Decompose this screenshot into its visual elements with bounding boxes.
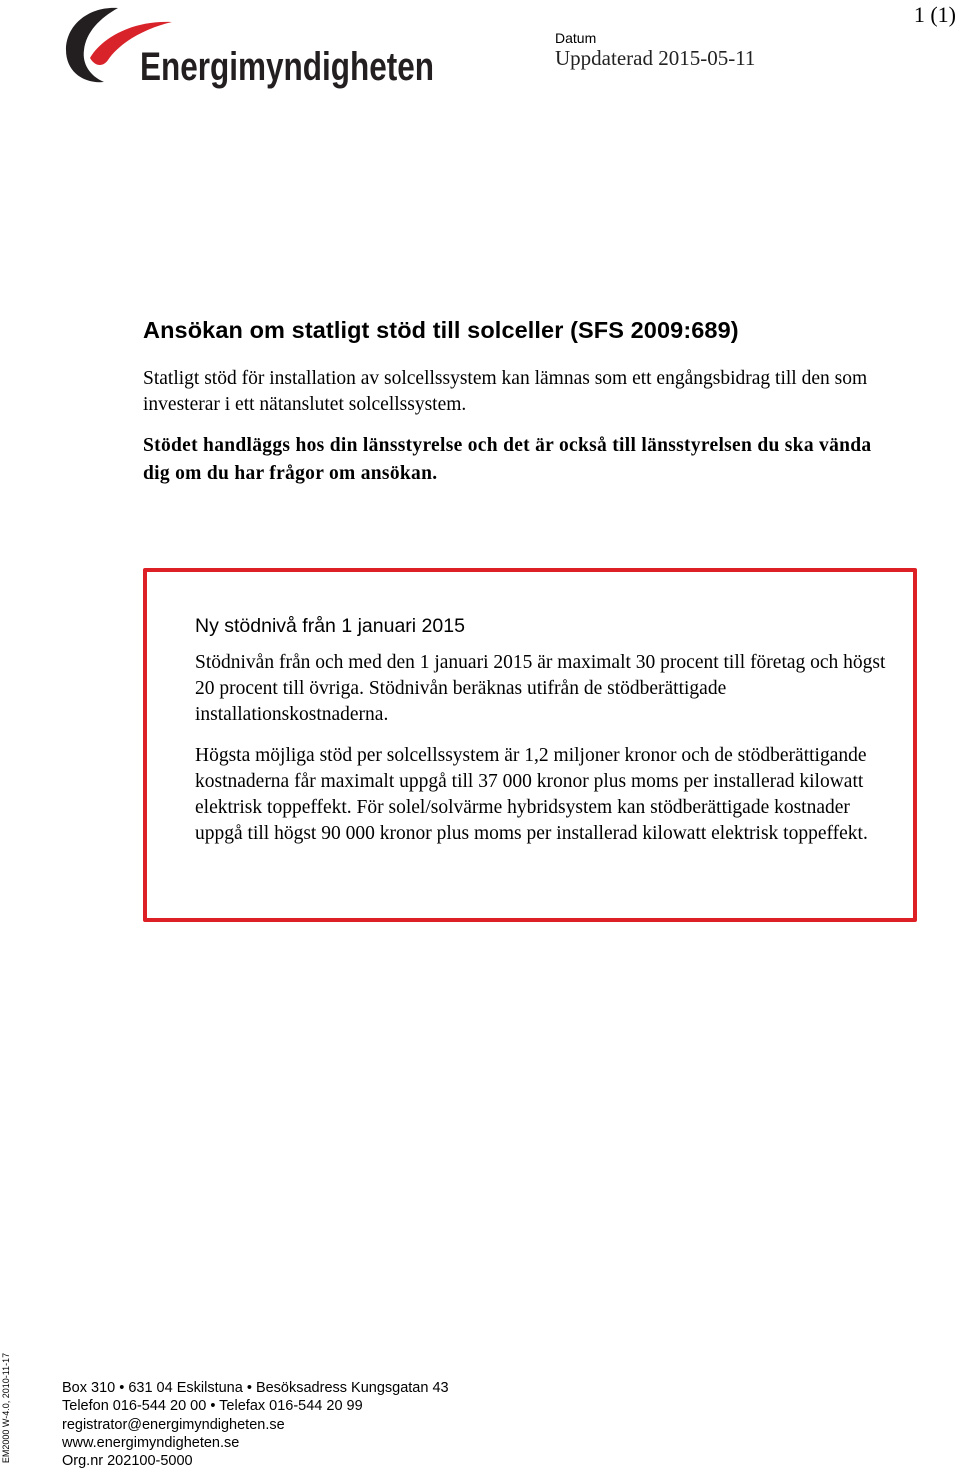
- form-code-text: EM2000 W-4.0, 2010-11-17: [1, 1352, 11, 1464]
- notice-paragraph-support-level: Stödnivån från och med den 1 januari 2015 är maximalt 30 procent till företag och högst 20 procent till övriga. Stödnivån beräknas utifrån de stödberättigade installationskostnaderna.: [195, 652, 886, 725]
- footer: [62, 1379, 449, 1470]
- notice-heading: Ny stödnivå från 1 januari 2015: [195, 615, 465, 637]
- contact-info-paragraph: Stödet handläggs hos din länsstyrelse och det är också till länsstyrelsen du ska vända dig om du har frågor om ansökan.: [143, 435, 872, 484]
- footer-phone: Telefon 016-544 20 00 • Telefax 016-544 20 99: [62, 1398, 363, 1415]
- energimyndigheten-logo: [60, 2, 440, 94]
- date-value: Uppdaterad 2015-05-11: [555, 46, 756, 70]
- intro-paragraph: Statligt stöd för installation av solcellssystem kan lämnas som ett engångsbidrag till den som investerar i ett nätanslutet solcellssystem.: [143, 368, 868, 415]
- footer-org-nr: Org.nr 202100-5000: [62, 1453, 193, 1470]
- form-code: [0, 1352, 12, 1464]
- logo-wordmark: Energimyndigheten: [140, 45, 434, 89]
- footer-address: Box 310 • 631 04 Eskilstuna • Besöksadress Kungsgatan 43: [62, 1380, 449, 1396]
- notice-paragraph-max-support: Högsta möjliga stöd per solcellssystem är 1,2 miljoner kronor och de stödberättigande kostnaderna får maximalt uppgå till 37 000 kronor plus moms per installerad kilowatt elektrisk toppeffekt. För solel/solvärme hybridsystem kan stödberättigade kostnader uppgå till högst 90 000 kronor plus moms per installerad kilowatt elektrisk toppeffekt.: [195, 745, 868, 844]
- footer-website: www.energimyndigheten.se: [62, 1434, 240, 1451]
- footer-email: registrator@energimyndigheten.se: [62, 1416, 285, 1433]
- date-label: Datum: [555, 30, 597, 46]
- page-title: Ansökan om statligt stöd till solceller (SFS 2009:689): [143, 317, 739, 343]
- page-number: 1 (1): [913, 2, 956, 27]
